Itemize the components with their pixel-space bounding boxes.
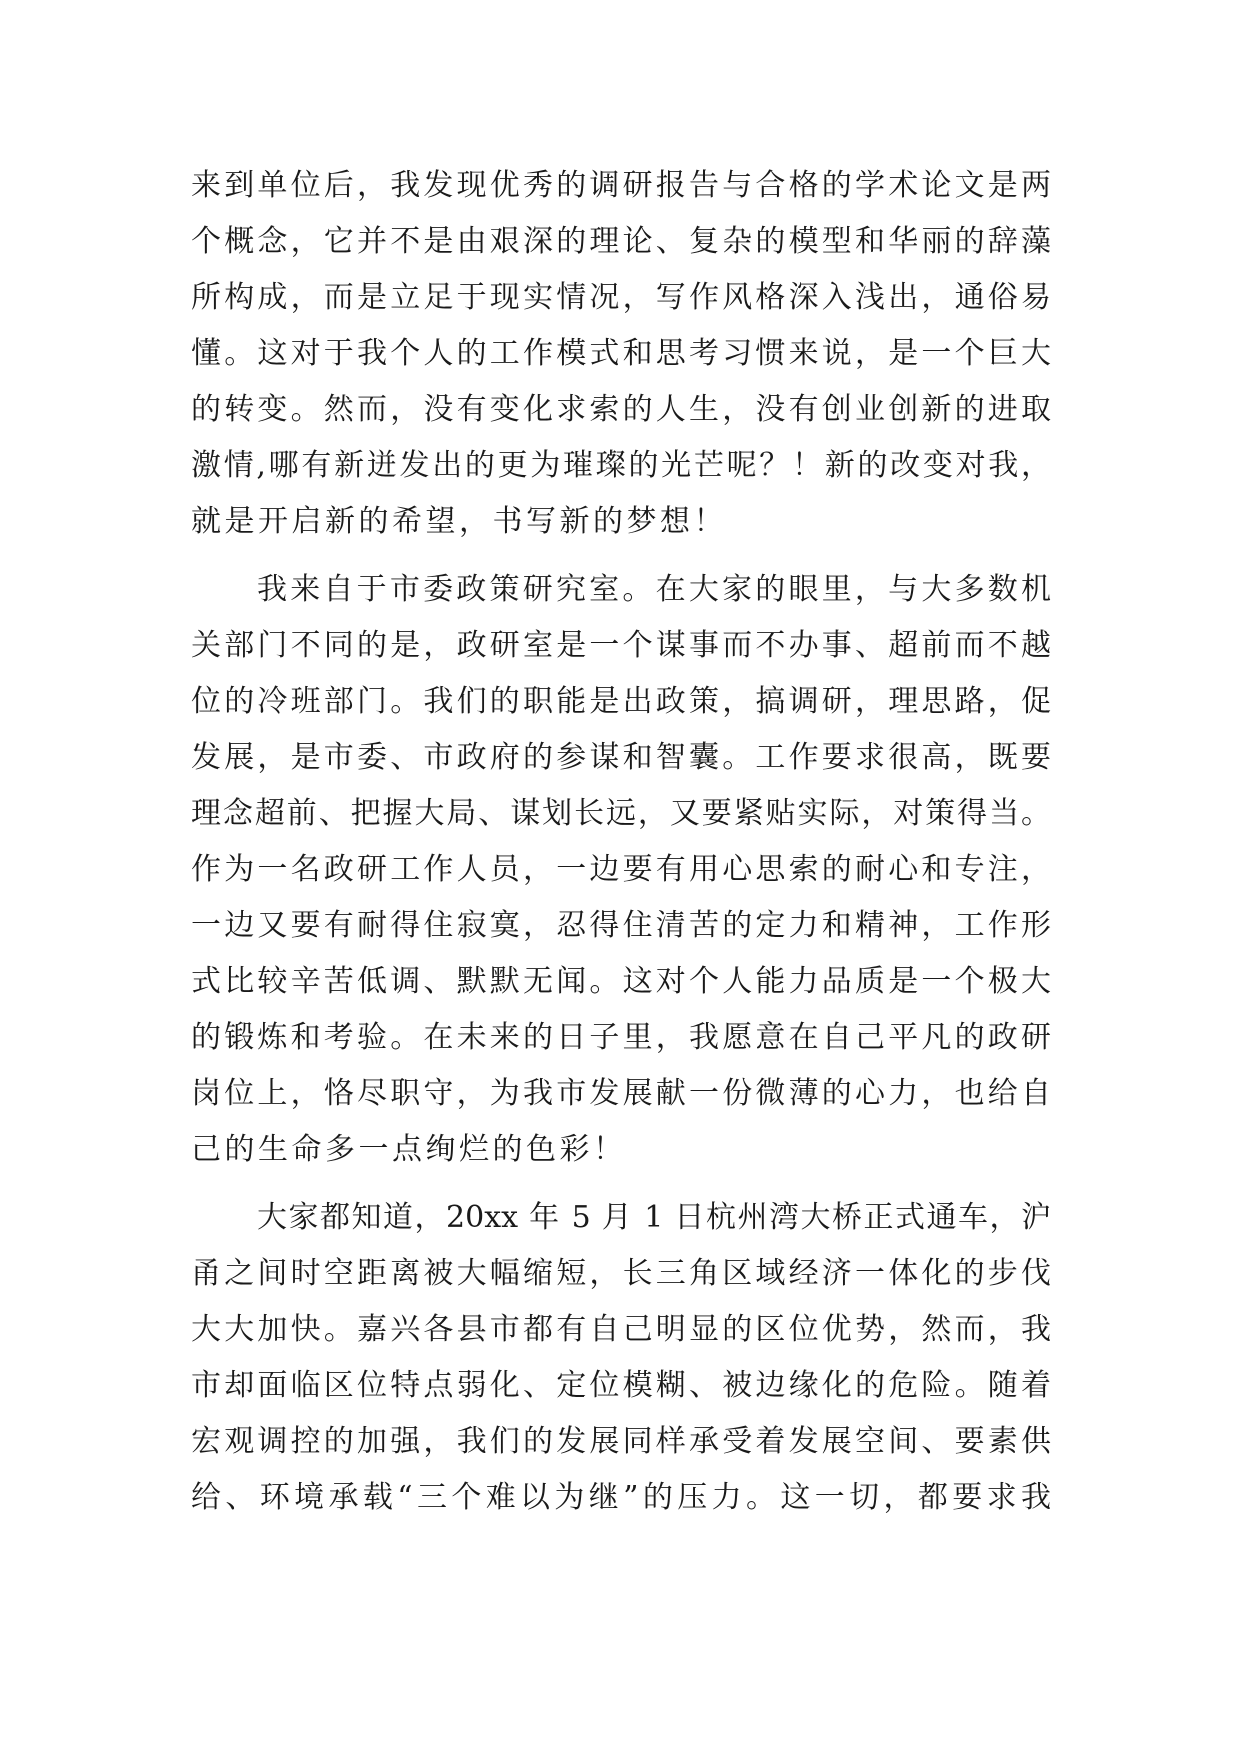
paragraph-line: 发展，是市委、市政府的参谋和智囊。工作要求很高，既要 (191, 740, 1051, 775)
paragraph-2 (191, 562, 1051, 1178)
paragraph-line: 的转变。然而，没有变化求索的人生，没有创业创新的进取 (191, 392, 1051, 427)
paragraph-line: 岗位上，恪尽职守，为我市发展献一份微薄的心力，也给自 (191, 1076, 1051, 1111)
paragraph-line: 给、环境承载“三个难以为继”的压力。这一切，都要求我 (191, 1480, 1051, 1515)
paragraph-line: 就是开启新的希望，书写新的梦想！ (191, 504, 727, 539)
paragraph-line: 己的生命多一点绚烂的色彩！ (191, 1132, 627, 1167)
paragraph-line: 激情,哪有新迸发出的更为璀璨的光芒呢？！新的改变对我， (191, 448, 1051, 483)
paragraph-line: 理念超前、把握大局、谋划长远，又要紧贴实际，对策得当。 (191, 796, 1051, 831)
paragraph-line: 我来自于市委政策研究室。在大家的眼里，与大多数机 (257, 572, 1051, 607)
paragraph-line: 甬之间时空距离被大幅缩短，长三角区域经济一体化的步伐 (191, 1256, 1051, 1291)
paragraph-line: 大家都知道，20xx 年 5 月 1 日杭州湾大桥正式通车，沪 (257, 1200, 1051, 1235)
paragraph-line: 式比较辛苦低调、默默无闻。这对个人能力品质是一个极大 (191, 964, 1051, 999)
paragraph-line: 所构成，而是立足于现实情况，写作风格深入浅出，通俗易 (191, 280, 1051, 315)
paragraph-line: 位的冷班部门。我们的职能是出政策，搞调研，理思路，促 (191, 684, 1051, 719)
paragraph-line: 市却面临区位特点弱化、定位模糊、被边缘化的危险。随着 (191, 1368, 1051, 1403)
paragraph-3 (191, 1190, 1051, 1526)
paragraph-line: 懂。这对于我个人的工作模式和思考习惯来说，是一个巨大 (191, 336, 1051, 371)
paragraph-1 (191, 158, 1051, 550)
paragraph-line: 的锻炼和考验。在未来的日子里，我愿意在自己平凡的政研 (191, 1020, 1051, 1055)
paragraph-line: 一边又要有耐得住寂寞，忍得住清苦的定力和精神，工作形 (191, 908, 1051, 943)
paragraph-line: 来到单位后，我发现优秀的调研报告与合格的学术论文是两 (191, 168, 1051, 203)
paragraph-line: 作为一名政研工作人员，一边要有用心思索的耐心和专注， (191, 852, 1051, 887)
document-body (191, 158, 1051, 1526)
paragraph-line: 大大加快。嘉兴各县市都有自己明显的区位优势，然而，我 (191, 1312, 1051, 1347)
paragraph-line: 关部门不同的是，政研室是一个谋事而不办事、超前而不越 (191, 628, 1051, 663)
paragraph-line: 宏观调控的加强，我们的发展同样承受着发展空间、要素供 (191, 1424, 1051, 1459)
paragraph-line: 个概念，它并不是由艰深的理论、复杂的模型和华丽的辞藻 (191, 224, 1051, 259)
